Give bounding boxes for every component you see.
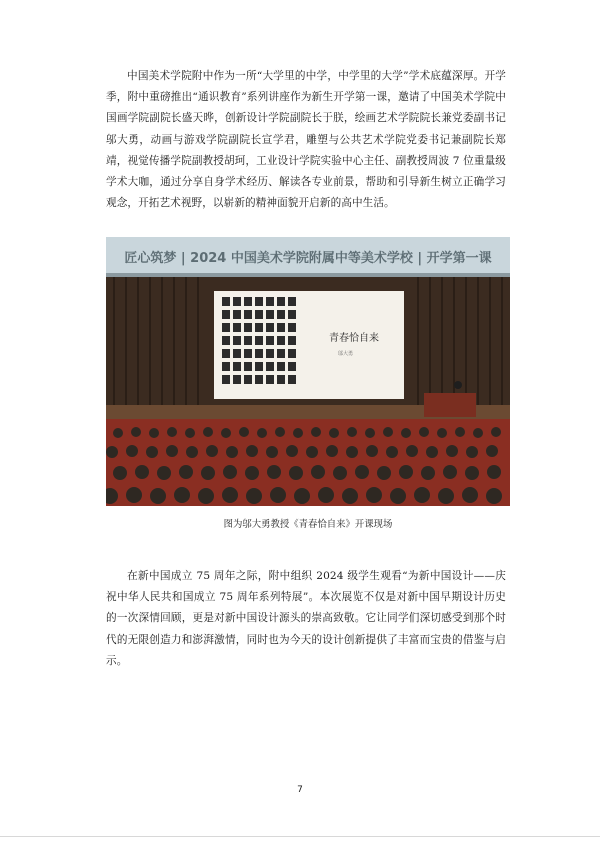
banner-text: 匠心筑梦 | 2024 中国美术学院附属中等美术学校 | 开学第一课 xyxy=(124,251,492,266)
slide-author: 邬大勇 xyxy=(338,351,354,357)
lecture-photo xyxy=(106,237,510,506)
page-number: 7 xyxy=(297,785,303,795)
exhibition-paragraph: 在新中国成立 75 周年之际，附中组织 2024 级学生观看“为新中国设计——庆祝中华人民共和国成立 75 周年系列特展”。本次展览不仅是对新中国早期设计历史的一次深情回顾，更是对新中国设计源头的崇高致敬。它让同学们深切感受到那个时代的无限创造力和澎湃激情，同时也为今天的设计创新提供了丰富而宝贵的借鉴与启示。 xyxy=(106,570,506,667)
intro-paragraph: 中国美术学院附中作为一所“大学里的中学，中学里的大学”学术底蕴深厚。开学季，附中重磅推出“通识教育”系列讲座作为新生开学第一课，邀请了中国美术学院中国画学院副院长盛天晔，创新设计学院副院长于朕，绘画艺术学院院长兼党委副书记邬大勇，动画与游戏学院副院长宣学君，雕塑与公共艺术学院党委书记兼副院长郑靖，视觉传播学院副教授胡珂，工业设计学院实验中心主任、副教授周波 7 位重量级学术大咖，通过分享自身学术经历、解读各专业前景，帮助和引导新生树立正确学习观念，开拓艺术视野，以崭新的精神面貌开启新的高中生活。 xyxy=(106,70,506,210)
slide-title: 青春恰自来 xyxy=(329,333,379,344)
photo-caption: 图为邬大勇教授《青春恰自来》开课现场 xyxy=(223,519,393,530)
page-edge-divider xyxy=(0,836,600,837)
